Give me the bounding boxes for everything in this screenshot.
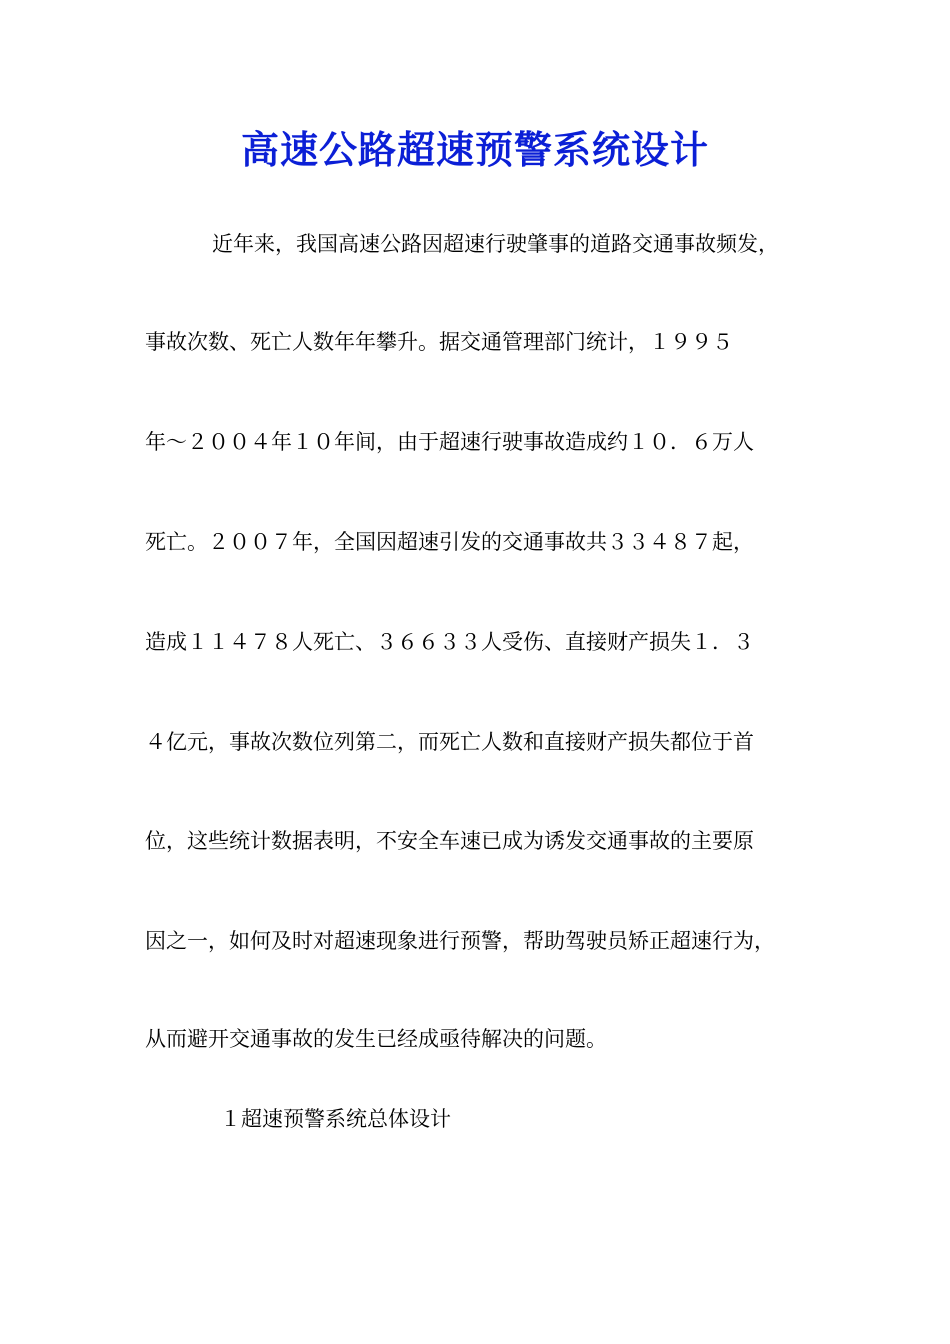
paragraph-line: ４亿元，事故次数位列第二，而死亡人数和直接财产损失都位于首 <box>145 730 754 754</box>
paragraph-line: 造成１１４７８人死亡、３６６３３人受伤、直接财产损失１．３ <box>145 630 754 654</box>
paragraph-line: 近年来，我国高速公路因超速行驶肇事的道路交通事故频发， <box>212 232 779 256</box>
section-heading: １超速预警系统总体设计 <box>220 1107 451 1131</box>
document-title: 高速公路超速预警系统设计 <box>240 127 709 172</box>
paragraph-line: 因之一，如何及时对超速现象进行预警，帮助驾驶员矫正超速行为， <box>145 929 775 953</box>
paragraph-line: 从而避开交通事故的发生已经成亟待解决的问题。 <box>145 1027 607 1051</box>
paragraph-line: 事故次数、死亡人数年年攀升。据交通管理部门统计，１９９５ <box>145 330 733 354</box>
paragraph-line: 死亡。２００７年，全国因超速引发的交通事故共３３４８７起， <box>145 530 754 554</box>
paragraph-line: 位，这些统计数据表明，不安全车速已成为诱发交通事故的主要原 <box>145 829 754 853</box>
paragraph-line: 年～２００４年１０年间，由于超速行驶事故造成约１０．６万人 <box>145 430 754 454</box>
